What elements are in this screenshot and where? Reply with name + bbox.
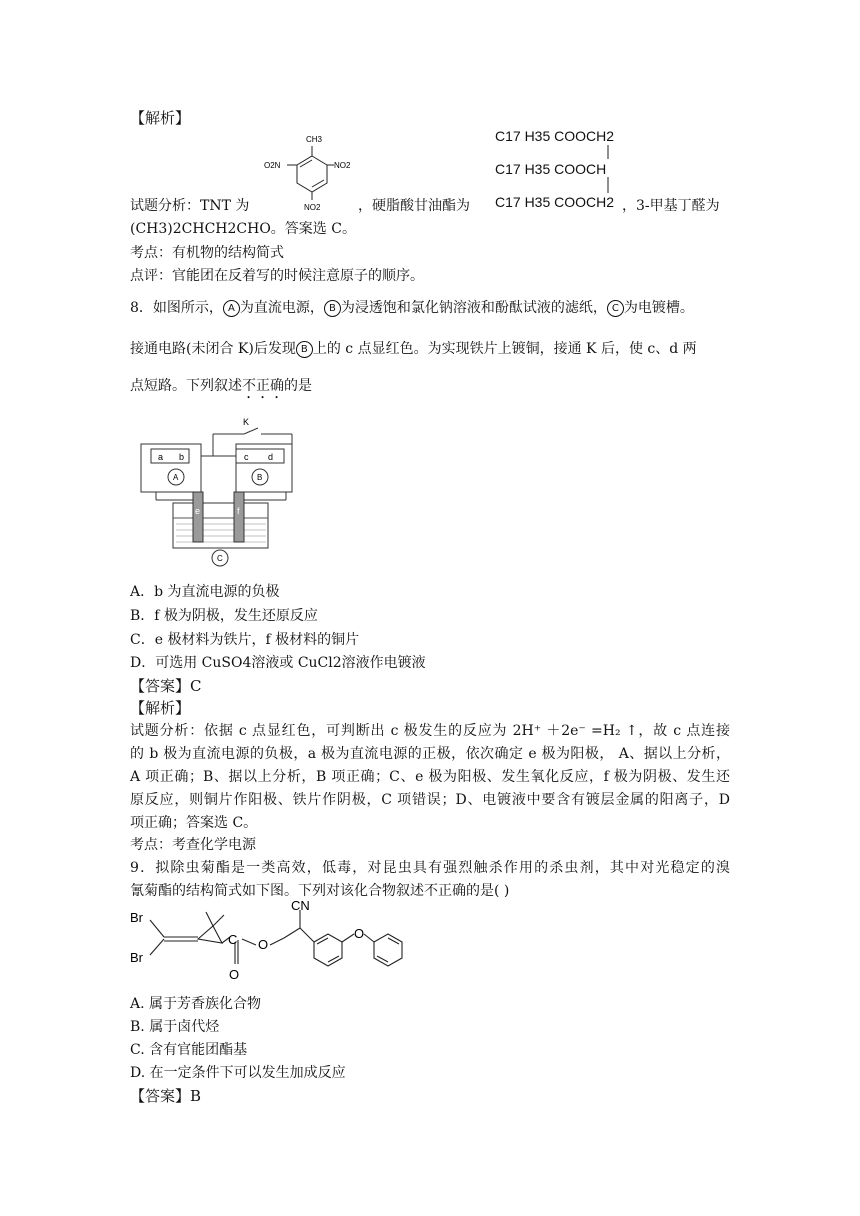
q7-analysis-tag: 【解析】	[130, 109, 191, 127]
q7-line1-b: ，硬脂酸甘油酯为	[358, 198, 470, 214]
fig-label-A: A	[173, 473, 179, 482]
q9-option-c: C. 含有官能团酯基	[130, 1042, 248, 1058]
fig-label-e: e	[195, 506, 201, 516]
fig-label-d: d	[268, 452, 274, 462]
q9-option-a: A. 属于芳香族化合物	[130, 996, 262, 1012]
q9-stem-line1: 9．拟除虫菊酯是一类高效，低毒，对昆虫具有强烈触杀作用的杀虫剂，其中对光稳定的溴	[130, 860, 730, 876]
stearin-bonds	[604, 143, 614, 199]
q8-option-a: A．b 为直流电源的负极	[130, 584, 280, 600]
circle-A-icon: A	[223, 300, 240, 317]
tnt-no2-bottom: NO2	[304, 203, 321, 212]
q8-stem-line3: 点短路。下列叙述不正确的是	[130, 378, 312, 394]
stearin-line-2: C17 H35 COOCH	[495, 161, 607, 177]
stearin-line-1: C17 H35 COOCH2	[495, 128, 615, 144]
q8-answer: 【答案】C	[130, 677, 202, 695]
fig-label-B: B	[257, 473, 263, 482]
q8-option-d: D．可选用 CuSO4溶液或 CuCl2溶液作电镀液	[130, 655, 426, 671]
q9-option-b: B. 属于卤代烃	[130, 1019, 220, 1035]
struct-o-carbonyl: O	[229, 967, 240, 982]
fig-label-a: a	[158, 452, 164, 462]
q8-option-b: B．f 极为阴极，发生还原反应	[130, 608, 318, 624]
fig-label-b: b	[179, 452, 185, 462]
q8-explanation-3: A 项正确；B、据以上分析，B 项正确；C、e 极为阳极、发生氧化反应，f 极为阴极、发生还	[130, 769, 730, 785]
q7-dianping: 点评：官能团在反着写的时候注意原子的顺序。	[130, 268, 424, 284]
q8-explanation-5: 项正确；答案选 C。	[130, 815, 258, 831]
struct-cn: CN	[291, 900, 310, 913]
fig-label-k: K	[243, 417, 250, 427]
q7-kaodian: 考点：有机物的结构简式	[130, 245, 284, 261]
q7-line1-a: 试题分析：TNT 为	[130, 198, 250, 214]
q7-line2: (CH3)2CHCH2CHO。答案选 C。	[130, 221, 356, 237]
fig-label-C: C	[217, 554, 223, 563]
circle-B-icon: B	[324, 300, 341, 317]
q8-stem-line2: 接通电路(未闭合 K)后发现 B 上的 c 点显红色。为实现铁片上镀铜，接通 K 后，使 c、d 两	[130, 341, 697, 357]
q8-analysis-tag: 【解析】	[130, 699, 191, 717]
q8-explanation-4: 原反应，则铜片作阳极、铁片作阴极，C 项错误；D、电镀液中要含有镀层金属的阳离子，D	[130, 792, 730, 808]
q8-explanation-2: 的 b 极为直流电源的负极，a 极为直流电源的正极，依次确定 e 极为阳极， A、据以上分析，	[130, 746, 730, 762]
struct-br-bottom: Br	[130, 950, 143, 965]
q8-kaodian: 考点：考查化学电源	[130, 837, 256, 853]
fig-label-c: c	[244, 452, 249, 462]
struct-br-top: Br	[130, 910, 143, 925]
tnt-no2-right: NO2	[334, 161, 351, 170]
circle-B-icon: B	[296, 341, 313, 358]
struct-o-ether: O	[354, 926, 365, 941]
struct-c: C	[228, 932, 238, 947]
emphasized-text: 不正确	[242, 378, 284, 394]
q9-stem-line2: 氰菊酯的结构简式如下图。下列对该化合物叙述不正确的是( )	[130, 883, 510, 899]
q9-answer: 【答案】B	[130, 1087, 202, 1105]
circle-C-icon: C	[607, 300, 624, 317]
q8-option-c: C．e 极材料为铁片，f 极材料的铜片	[130, 632, 360, 648]
tnt-ch3: CH3	[306, 135, 323, 144]
stearin-line-3: C17 H35 COOCH2	[495, 194, 615, 210]
deltamethrin-structure	[128, 900, 428, 992]
q8-stem-line1: 8．如图所示， A 为直流电源， B 为浸透饱和氯化钠溶液和酚酞试液的滤纸， C 为电镀槽。	[130, 300, 694, 316]
q8-explanation-1: 试题分析：依据 c 点显红色，可判断出 c 极发生的反应为 2H⁺ ＋2e⁻ =H₂ ↑，故 c 点连接	[130, 723, 730, 739]
struct-o-ester: O	[258, 937, 269, 952]
q9-option-d: D. 在一定条件下可以发生加成反应	[130, 1065, 346, 1081]
fig-label-f: f	[237, 506, 240, 516]
q7-line1-c: ，3-甲基丁醛为	[622, 198, 720, 214]
tnt-no2-left: O2N	[264, 161, 281, 170]
electroplating-circuit-diagram	[136, 412, 306, 572]
tnt-structure	[262, 128, 362, 218]
